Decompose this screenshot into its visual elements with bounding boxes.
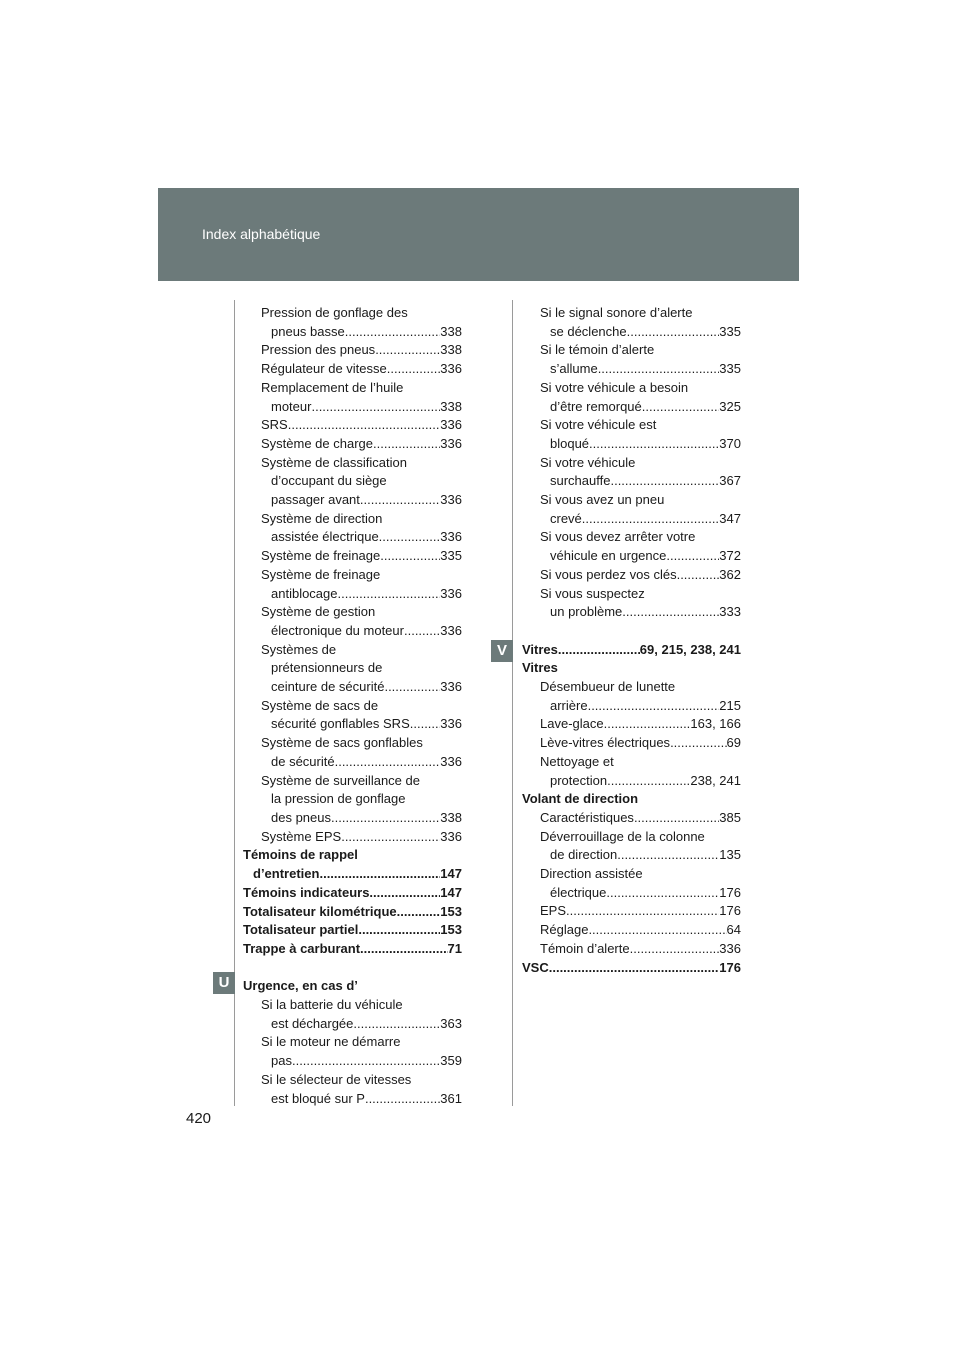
dot-leader <box>598 360 720 379</box>
page-reference: 64 <box>726 922 741 938</box>
entry-text: surchauffe <box>550 473 611 489</box>
entry-text: Si votre véhicule a besoin <box>540 379 689 395</box>
entry-text: électronique du moteur <box>271 622 404 638</box>
index-entry-sub <box>522 379 741 416</box>
entry-text: prétensionneurs de <box>271 660 383 676</box>
index-entry-sub <box>522 491 741 528</box>
index-entry-sub <box>522 678 741 715</box>
dot-leader <box>588 921 726 940</box>
entry-text: Système de direction <box>261 510 383 526</box>
index-entry-sub <box>243 304 462 341</box>
entry-text: Si vous suspectez <box>540 585 645 601</box>
page-reference: 336 <box>719 940 741 956</box>
page-reference: 147 <box>440 884 462 900</box>
dot-leader <box>379 528 441 547</box>
dot-leader <box>358 921 440 940</box>
dot-leader <box>345 323 441 342</box>
index-entry-sub <box>522 585 741 622</box>
page-reference: 362 <box>719 566 741 582</box>
index-entry-sub <box>243 566 462 603</box>
page-reference: 135 <box>719 847 741 863</box>
entry-text: arrière <box>550 697 588 713</box>
page-reference: 336 <box>440 622 462 638</box>
entry-text: Témoin d’alerte <box>540 940 630 956</box>
index-entry-main <box>243 884 462 903</box>
entry-text: Pression de gonflage des <box>261 305 408 320</box>
entry-text: de direction <box>550 847 618 863</box>
entry-text: moteur <box>271 398 312 414</box>
entry-text: des pneus <box>271 809 331 825</box>
dot-leader <box>373 435 440 454</box>
entry-text: bloqué <box>550 435 590 451</box>
entry-text: sécurité gonflables SRS <box>271 716 410 732</box>
entry-text: Réglage <box>540 922 589 938</box>
dot-leader <box>549 959 720 978</box>
page-reference: 153 <box>440 922 462 938</box>
entry-text: se déclenche <box>550 323 627 339</box>
entry-text: Volant de direction <box>522 791 639 807</box>
index-entry-sub <box>522 528 741 565</box>
index-entry-sub <box>243 416 462 435</box>
entry-text: Vitres <box>522 660 558 676</box>
entry-text: ceinture de sécurité <box>271 679 385 695</box>
entry-text: de sécurité <box>271 753 335 769</box>
index-entry-sub <box>522 902 741 921</box>
entry-text: Direction assistée <box>540 866 643 882</box>
index-entry-sub <box>522 940 741 959</box>
entry-text: Si le sélecteur de vitesses <box>261 1071 412 1087</box>
entry-text: Si vous devez arrêter votre <box>540 529 696 545</box>
index-column-right <box>522 304 741 977</box>
page-reference: 338 <box>440 809 462 825</box>
page-title: Index alphabétique <box>202 226 321 242</box>
dot-leader <box>617 846 719 865</box>
page-reference: 336 <box>440 716 462 732</box>
page-reference: 385 <box>719 809 741 825</box>
entry-text: est bloqué sur P <box>271 1090 365 1106</box>
entry-text: la pression de gonflage <box>271 791 406 807</box>
dot-leader <box>677 566 720 585</box>
page-reference: 372 <box>719 548 741 564</box>
index-entry-sub <box>243 828 462 847</box>
index-entry-sub <box>522 715 741 734</box>
entry-text: Régulateur de vitesse <box>261 361 387 377</box>
entry-text: d’entretien <box>253 866 320 882</box>
page-reference: 336 <box>440 753 462 769</box>
entry-text: Si le moteur ne démarre <box>261 1034 401 1050</box>
entry-text: Système de sacs de <box>261 697 379 713</box>
index-entry-main <box>522 790 741 809</box>
index-entry-main <box>522 959 741 978</box>
entry-text: Système EPS <box>261 828 342 844</box>
page-reference: 71 <box>447 940 462 956</box>
entry-text: Système de sacs gonflables <box>261 735 423 751</box>
index-entry-sub <box>243 341 462 360</box>
page-number: 420 <box>186 1110 212 1127</box>
index-entry-main <box>243 903 462 922</box>
page-reference: 335 <box>719 323 741 339</box>
entry-text: pneus basse <box>271 323 345 339</box>
index-entry-sub <box>522 921 741 940</box>
entry-text: Déverrouillage de la colonne <box>540 828 705 844</box>
entry-text: Si le témoin d’alerte <box>540 342 655 358</box>
index-entry-sub <box>243 1033 462 1070</box>
entry-text: protection <box>550 772 608 788</box>
page-reference: 335 <box>440 548 462 564</box>
dot-leader <box>288 416 441 435</box>
entry-text: Témoins indicateurs <box>243 884 370 900</box>
index-entry-sub <box>243 360 462 379</box>
page-reference: 347 <box>719 510 741 526</box>
entry-text: assistée électrique <box>271 529 379 545</box>
index-entry-sub <box>243 996 462 1033</box>
entry-text: Système de surveillance de <box>261 772 420 788</box>
index-entry-main <box>522 659 741 678</box>
index-entry-sub <box>522 828 741 865</box>
page-reference: 367 <box>719 473 741 489</box>
page-reference: 153 <box>440 903 462 919</box>
page-reference: 370 <box>719 435 741 451</box>
entry-text: Lève-vitres électriques <box>540 735 671 751</box>
index-entry-sub <box>522 566 741 585</box>
index-entry-sub <box>522 416 741 453</box>
index-entry-sub <box>243 454 462 510</box>
page-reference: 359 <box>440 1053 462 1069</box>
dot-leader <box>375 341 440 360</box>
entry-text: Totalisateur kilométrique <box>243 903 397 919</box>
entry-text: Désembueur de lunette <box>540 679 676 695</box>
page-reference: 336 <box>440 435 462 451</box>
entry-text: Si votre véhicule est <box>540 417 657 433</box>
page-reference: 338 <box>440 323 462 339</box>
dot-leader <box>335 753 441 772</box>
index-entry-sub <box>243 697 462 734</box>
dot-leader <box>292 1052 440 1071</box>
entry-text: Lave-glace <box>540 716 604 732</box>
entry-text: crevé <box>550 510 582 526</box>
dot-leader <box>606 884 719 903</box>
dot-leader <box>311 398 440 417</box>
entry-text: Témoins de rappel <box>243 847 358 863</box>
entry-text: Système de charge <box>261 435 374 451</box>
entry-text: Systèmes de <box>261 641 337 657</box>
entry-text: EPS <box>540 903 567 919</box>
index-entry-main <box>522 641 741 660</box>
section-tab-v: V <box>491 640 513 662</box>
page-reference: 238, 241 <box>690 772 741 788</box>
page-reference: 147 <box>440 866 462 882</box>
page-reference: 69, 215, 238, 241 <box>639 641 741 657</box>
dot-leader <box>666 547 719 566</box>
index-entry-sub <box>522 454 741 491</box>
entry-text: Si vous perdez vos clés <box>540 566 677 582</box>
index-entry-sub <box>522 341 741 378</box>
page-reference: 176 <box>719 959 741 975</box>
dot-leader <box>404 622 440 641</box>
dot-leader <box>604 715 691 734</box>
entry-text: Nettoyage et <box>540 753 614 769</box>
index-entry-sub <box>243 435 462 454</box>
index-entry-sub <box>522 734 741 753</box>
dot-leader <box>360 491 440 510</box>
entry-text: un problème <box>550 604 623 620</box>
index-entry-sub <box>522 753 741 790</box>
entry-text: Système de gestion <box>261 604 376 620</box>
section-tab-u: U <box>213 972 235 994</box>
page-reference: 363 <box>440 1015 462 1031</box>
page-reference: 361 <box>440 1090 462 1106</box>
entry-text: VSC <box>522 959 549 975</box>
index-entry-sub <box>243 510 462 547</box>
entry-text: électrique <box>550 884 607 900</box>
page-reference: 176 <box>719 884 741 900</box>
index-entry-sub <box>243 603 462 640</box>
page-reference: 336 <box>440 361 462 377</box>
entry-text: passager avant <box>271 492 360 508</box>
page-reference: 336 <box>440 828 462 844</box>
dot-leader <box>607 772 690 791</box>
dot-leader <box>319 865 440 884</box>
page-reference: 335 <box>719 361 741 377</box>
entry-text: Totalisateur partiel <box>243 922 359 938</box>
index-entry-sub <box>243 1071 462 1108</box>
entry-text: Si la batterie du véhicule <box>261 997 403 1012</box>
dot-leader <box>380 547 440 566</box>
index-entry-main <box>243 977 462 996</box>
index-entry-main <box>243 921 462 940</box>
page-reference: 215 <box>719 697 741 713</box>
page-reference: 176 <box>719 903 741 919</box>
entry-text: Urgence, en cas d’ <box>243 978 358 994</box>
index-entry-sub <box>243 772 462 828</box>
entry-text: Système de freinage <box>261 548 381 564</box>
dot-leader <box>384 678 440 697</box>
index-entry-sub <box>522 304 741 341</box>
dot-leader <box>360 940 447 959</box>
entry-text: Si votre véhicule <box>540 454 636 470</box>
dot-leader <box>566 902 719 921</box>
dot-leader <box>630 940 720 959</box>
index-entry-sub <box>243 734 462 771</box>
dot-leader <box>558 641 640 660</box>
page-reference: 338 <box>440 342 462 358</box>
dot-leader <box>582 510 720 529</box>
dot-leader <box>353 1015 440 1034</box>
entry-text: véhicule en urgence <box>550 548 667 564</box>
entry-text: SRS <box>261 417 288 433</box>
dot-leader <box>365 1090 440 1109</box>
entry-text: Caractéristiques <box>540 809 634 825</box>
page-reference: 325 <box>719 398 741 414</box>
section-gap <box>522 622 741 641</box>
index-entry-main <box>243 846 462 883</box>
entry-text: antiblocage <box>271 585 338 601</box>
dot-leader <box>622 603 719 622</box>
dot-leader <box>627 323 720 342</box>
page-reference: 338 <box>440 398 462 414</box>
dot-leader <box>338 585 441 604</box>
page-reference: 336 <box>440 679 462 695</box>
entry-text: Remplacement de l’huile <box>261 379 404 395</box>
dot-leader <box>589 435 719 454</box>
section-gap <box>243 959 462 978</box>
index-column-left <box>243 304 462 1108</box>
index-entry-sub <box>243 641 462 697</box>
dot-leader <box>397 903 441 922</box>
page-reference: 336 <box>440 585 462 601</box>
page-reference: 336 <box>440 417 462 433</box>
page-reference: 333 <box>719 604 741 620</box>
dot-leader <box>331 809 440 828</box>
dot-leader <box>341 828 440 847</box>
entry-text: Système de freinage <box>261 566 381 582</box>
entry-text: Système de classification <box>261 454 407 470</box>
page-reference: 336 <box>440 529 462 545</box>
dot-leader <box>588 697 720 716</box>
index-entry-main <box>243 940 462 959</box>
dot-leader <box>670 734 726 753</box>
dot-leader <box>642 398 720 417</box>
entry-text: s’allume <box>550 361 598 377</box>
entry-text: Pression des pneus <box>261 342 376 358</box>
dot-leader <box>410 715 441 734</box>
index-entry-sub <box>522 865 741 902</box>
entry-text: Trappe à carburant <box>243 940 361 956</box>
index-entry-sub <box>243 379 462 416</box>
page-reference: 163, 166 <box>690 716 741 732</box>
index-entry-sub <box>243 547 462 566</box>
dot-leader <box>387 360 441 379</box>
entry-text: Vitres <box>522 641 558 657</box>
entry-text: Si le signal sonore d’alerte <box>540 305 693 320</box>
entry-text: Si vous avez un pneu <box>540 492 665 508</box>
dot-leader <box>369 884 440 903</box>
entry-text: est déchargée <box>271 1015 354 1031</box>
dot-leader <box>634 809 719 828</box>
dot-leader <box>610 472 719 491</box>
page-reference: 336 <box>440 492 462 508</box>
entry-text: d’être remorqué <box>550 398 642 414</box>
page-reference: 69 <box>726 735 741 751</box>
column-divider-right <box>512 300 513 1106</box>
index-entry-sub <box>522 809 741 828</box>
entry-text: d’occupant du siège <box>271 473 387 489</box>
entry-text: pas <box>271 1053 292 1069</box>
